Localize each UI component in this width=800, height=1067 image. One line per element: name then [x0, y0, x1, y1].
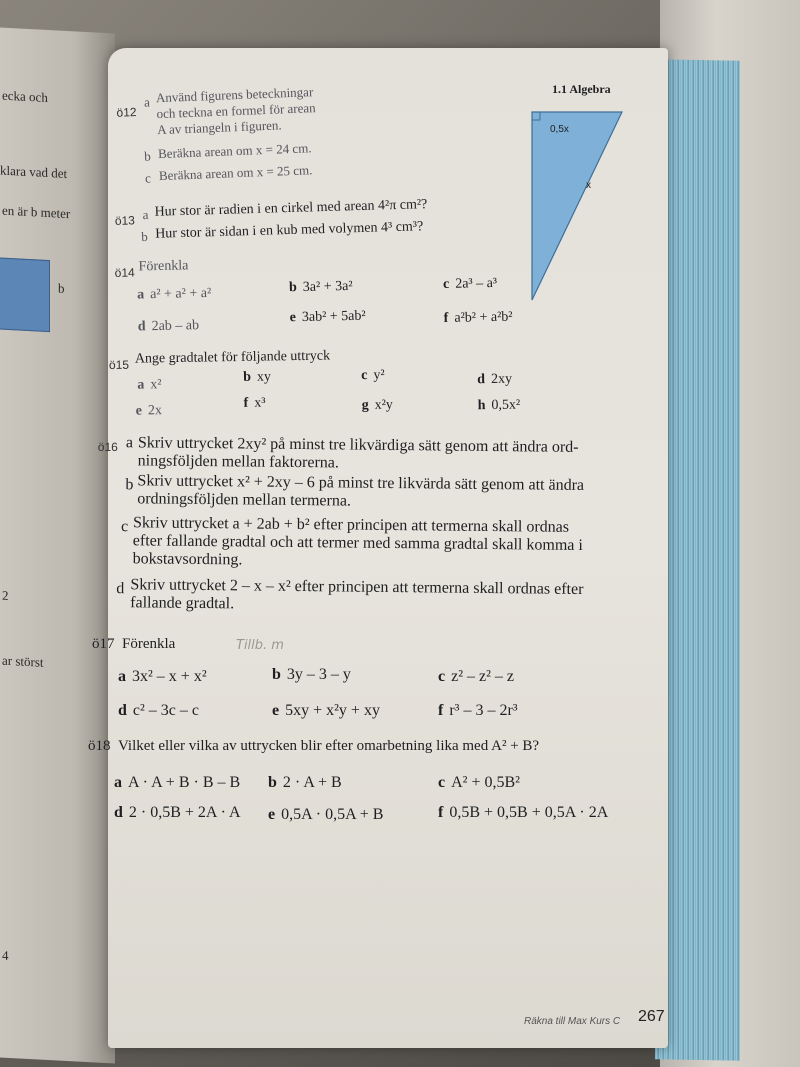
exercise-number: ö14 — [114, 265, 135, 280]
expression-item: e 5xy + x²y + xy — [272, 702, 380, 719]
book-title-footer: Räkna till Max Kurs C — [524, 1016, 621, 1027]
expression-item: d c² – 3c – c — [118, 702, 200, 719]
expression-item: e 0,5A · 0,5A + B — [268, 806, 384, 823]
expression-item: f r³ – 3 – 2r³ — [438, 702, 518, 719]
expression-item: c z² – z² – z — [438, 668, 515, 685]
expression-item: f a²b² + a²b² — [443, 309, 513, 327]
figure-label-side: x — [586, 180, 591, 191]
sub-label: c — [144, 170, 152, 186]
expression-item: a A · A + B · B – B — [114, 774, 241, 791]
exercise-text: Beräkna arean om x = 25 cm. — [158, 162, 313, 184]
exercise-number: ö15 — [108, 357, 130, 373]
triangle-shape — [532, 112, 622, 300]
expression-item: e 2x — [135, 403, 163, 419]
expression-item: d 2 · 0,5B + 2A · A — [114, 804, 241, 821]
expression-item: d 2xy — [477, 371, 513, 388]
expression-item: h 0,5x² — [477, 397, 521, 414]
expression-item: b xy — [243, 369, 272, 385]
exercise-text: Skriv uttrycket 2 – x – x² efter principen att termerna skall ordnas efter — [130, 576, 584, 599]
left-fragment: 4 — [2, 947, 9, 963]
triangle-figure — [530, 110, 625, 305]
expression-item: a a² + a² + a² — [137, 285, 212, 303]
left-fragment: b — [58, 280, 65, 296]
handwritten-note: Tillb. m — [236, 638, 284, 653]
page-number: 267 — [638, 1008, 665, 1025]
left-page — [0, 26, 115, 1063]
exercise-title: Vilket eller vilka av uttrycken blir efter omarbetning lika med A² + B? — [118, 738, 540, 754]
sub-label: a — [125, 434, 134, 452]
exercise-number: ö12 — [116, 104, 137, 120]
exercise-number: ö17 — [92, 636, 115, 652]
sub-label: a — [142, 206, 149, 223]
expression-item: e 3ab² + 5ab² — [289, 308, 366, 326]
expression-item: f x³ — [243, 395, 266, 411]
book-page — [88, 48, 668, 1048]
exercise-text: Hur stor är radien i en cirkel med arean 4²π cm²? — [154, 197, 428, 220]
exercise-number: ö16 — [97, 439, 118, 455]
left-fragment: klara vad det — [0, 162, 68, 182]
expression-item: b 3y – 3 – y — [272, 666, 351, 683]
expression-item: a x² — [137, 377, 162, 393]
left-fragment: en är b meter — [2, 202, 71, 222]
sub-label: b — [141, 228, 148, 245]
exercise-title: Förenkla — [138, 258, 189, 275]
exercise-text: bokstavsordning. — [132, 550, 243, 569]
expression-item: b 3a² + 3a² — [288, 278, 353, 296]
sub-label: a — [143, 94, 151, 110]
exercise-text: fallande gradtal. — [130, 594, 235, 613]
exercise-text: efter fallande gradtal och att termer med samma gradtal skall komma i — [132, 532, 583, 554]
exercise-text: A av triangeln i figuren. — [156, 117, 282, 138]
exercise-title: Förenkla — [122, 636, 176, 652]
expression-item: d 2ab – ab — [137, 318, 200, 335]
left-fragment: ar störst — [2, 652, 44, 670]
section-header: 1.1 Algebra — [552, 82, 611, 96]
left-fragment: ecka och — [2, 87, 48, 106]
expression-item: c 2a³ – a³ — [442, 275, 498, 293]
sub-label: d — [116, 580, 125, 598]
left-figure — [0, 257, 50, 332]
expression-item: f 0,5B + 0,5B + 0,5A · 2A — [438, 804, 609, 821]
exercise-title: Ange gradtalet för följande uttryck — [134, 348, 331, 367]
exercise-text: och teckna en formel för arean — [156, 100, 316, 122]
exercise-text: ningsföljden mellan faktorerna. — [137, 452, 340, 472]
sub-label: b — [143, 148, 151, 164]
exercise-text: Skriv uttrycket a + 2ab + b² efter principen att termerna skall ordnas — [132, 514, 570, 536]
expression-item: c A² + 0,5B² — [438, 774, 520, 791]
sub-label: c — [120, 518, 129, 536]
left-fragment: 2 — [2, 587, 9, 603]
expression-item: b 2 · A + B — [268, 774, 342, 791]
exercise-text: Hur stor är sidan i en kub med volymen 4³ cm³? — [155, 219, 424, 242]
exercise-text: ordningsföljden mellan termerna. — [137, 490, 352, 510]
expression-item: c y² — [361, 367, 385, 384]
exercise-text: Skriv uttrycket x² + 2xy – 6 på minst tre likvärda sätt genom att ändra — [137, 472, 585, 495]
expression-item: g x²y — [361, 397, 393, 414]
figure-label-top: 0,5x — [550, 124, 569, 135]
expression-item: a 3x² – x + x² — [118, 668, 207, 685]
exercise-text: Skriv uttrycket 2xy² på minst tre likvärdiga sätt genom att ändra ord- — [137, 434, 579, 456]
exercise-number: ö13 — [114, 213, 136, 228]
exercise-text: Använd figurens beteckningar — [155, 84, 314, 106]
exercise-number: ö18 — [88, 738, 111, 754]
exercise-text: Beräkna arean om x = 24 cm. — [157, 140, 312, 162]
sub-label: b — [125, 476, 134, 494]
